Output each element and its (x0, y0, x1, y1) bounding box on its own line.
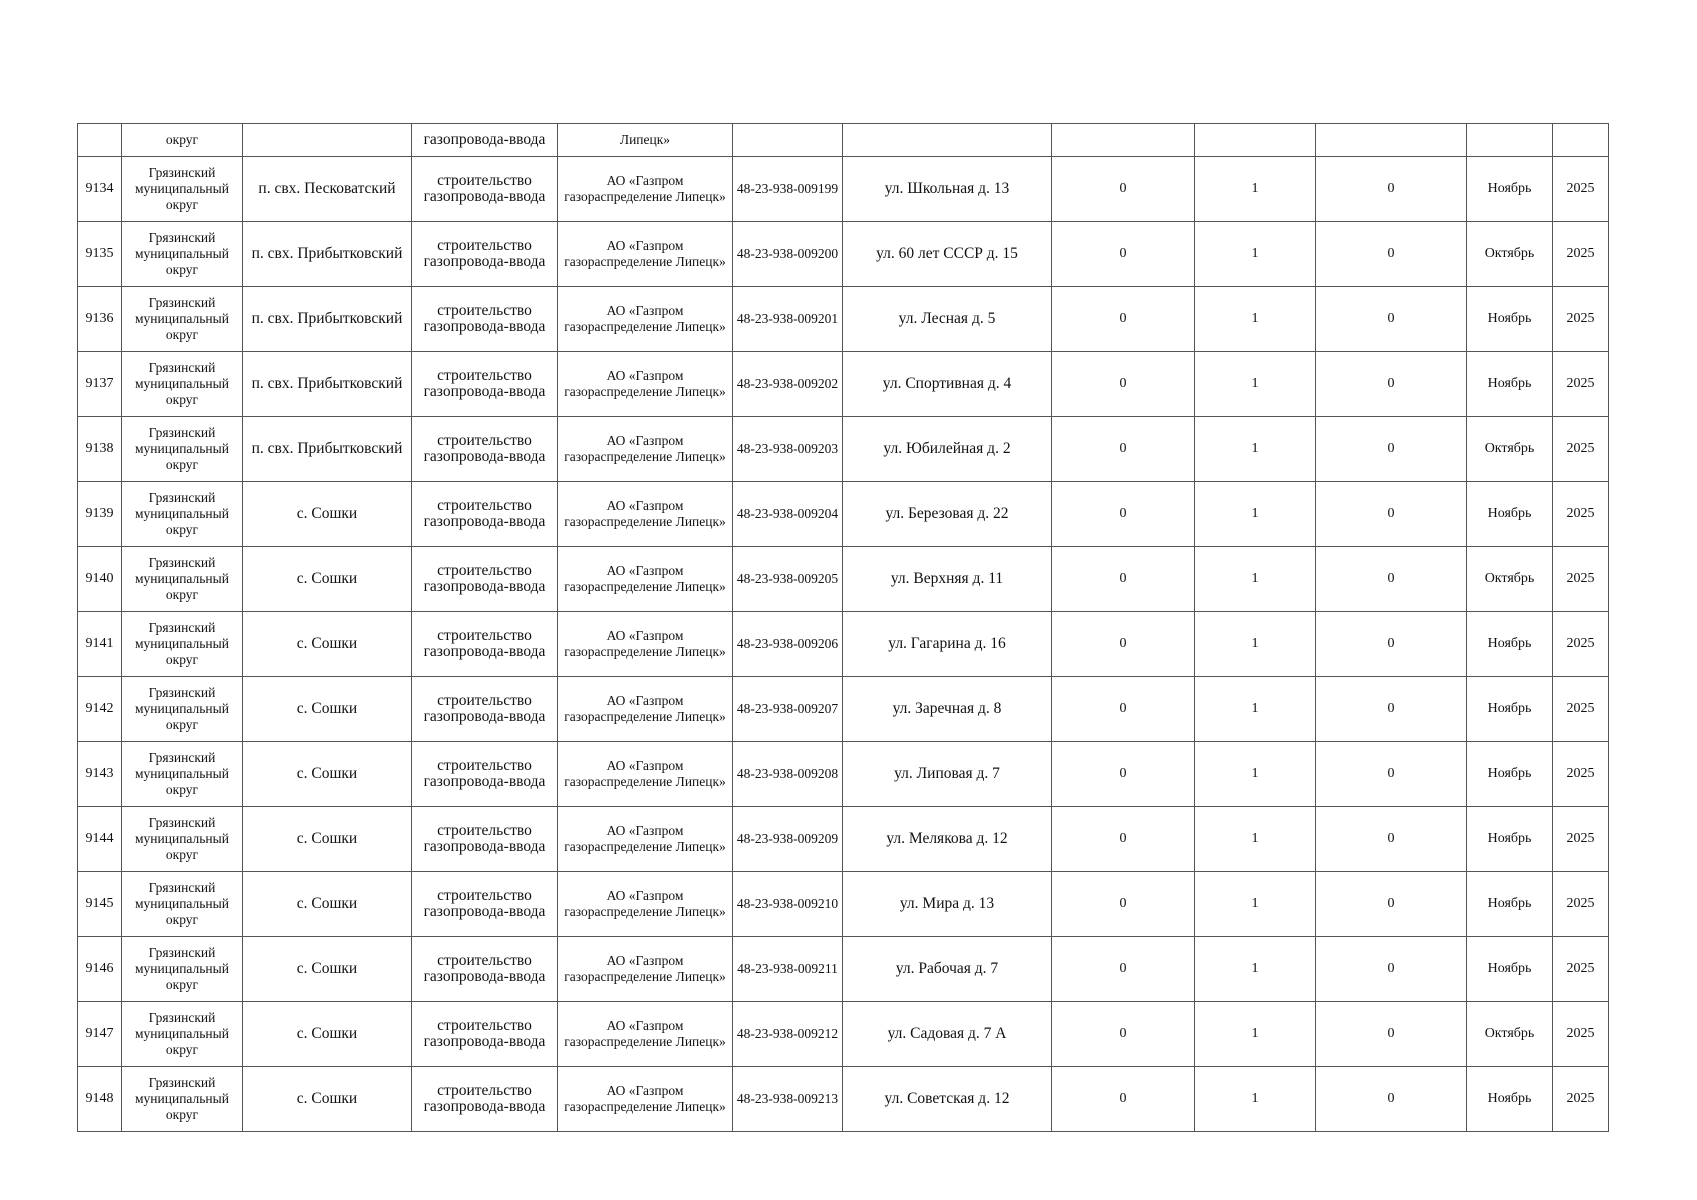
cell-number: 9148 (78, 1067, 122, 1132)
cell-value-2: 1 (1195, 352, 1316, 417)
cell-district: Грязинский муниципальный округ (122, 287, 243, 352)
cell-number: 9147 (78, 1002, 122, 1067)
cell-address: ул. Березовая д. 22 (843, 482, 1052, 547)
cell-address: ул. Школьная д. 13 (843, 157, 1052, 222)
cell-value-3: 0 (1316, 547, 1467, 612)
cell-value-2: 1 (1195, 482, 1316, 547)
cell-address (843, 124, 1052, 157)
cell-code (733, 124, 843, 157)
cell-value-1: 0 (1052, 352, 1195, 417)
cell-locality: с. Сошки (243, 742, 412, 807)
cell-district: округ (122, 124, 243, 157)
cell-address: ул. Мелякова д. 12 (843, 807, 1052, 872)
cell-work-type: строительство газопровода-ввода (412, 157, 558, 222)
cell-locality: с. Сошки (243, 807, 412, 872)
cell-month (1467, 124, 1553, 157)
cell-district: Грязинский муниципальный округ (122, 222, 243, 287)
cell-organization: АО «Газпром газораспределение Липецк» (558, 1067, 733, 1132)
cell-address: ул. Спортивная д. 4 (843, 352, 1052, 417)
cell-locality: с. Сошки (243, 677, 412, 742)
cell-number: 9138 (78, 417, 122, 482)
cell-work-type: строительство газопровода-ввода (412, 417, 558, 482)
cell-code: 48-23-938-009207 (733, 677, 843, 742)
cell-value-1: 0 (1052, 482, 1195, 547)
table-row (78, 807, 1609, 872)
table-row (78, 1002, 1609, 1067)
cell-value-3: 0 (1316, 872, 1467, 937)
cell-number: 9140 (78, 547, 122, 612)
cell-year: 2025 (1553, 157, 1609, 222)
cell-organization: АО «Газпром газораспределение Липецк» (558, 872, 733, 937)
cell-month: Ноябрь (1467, 742, 1553, 807)
cell-value-2 (1195, 124, 1316, 157)
cell-value-3: 0 (1316, 482, 1467, 547)
table-row (78, 742, 1609, 807)
cell-organization: АО «Газпром газораспределение Липецк» (558, 742, 733, 807)
cell-locality: п. свх. Прибытковский (243, 417, 412, 482)
cell-work-type: газопровода-ввода (412, 124, 558, 157)
cell-value-2: 1 (1195, 222, 1316, 287)
cell-locality: с. Сошки (243, 872, 412, 937)
cell-code: 48-23-938-009203 (733, 417, 843, 482)
cell-organization: АО «Газпром газораспределение Липецк» (558, 287, 733, 352)
cell-value-1: 0 (1052, 677, 1195, 742)
cell-number: 9136 (78, 287, 122, 352)
cell-value-1: 0 (1052, 222, 1195, 287)
cell-month: Октябрь (1467, 547, 1553, 612)
cell-organization: АО «Газпром газораспределение Липецк» (558, 157, 733, 222)
cell-code: 48-23-938-009205 (733, 547, 843, 612)
cell-organization: Липецк» (558, 124, 733, 157)
cell-district: Грязинский муниципальный округ (122, 157, 243, 222)
cell-value-2: 1 (1195, 872, 1316, 937)
cell-value-2: 1 (1195, 612, 1316, 677)
cell-locality (243, 124, 412, 157)
cell-work-type: строительство газопровода-ввода (412, 1067, 558, 1132)
cell-value-3: 0 (1316, 157, 1467, 222)
cell-locality: с. Сошки (243, 1067, 412, 1132)
cell-organization: АО «Газпром газораспределение Липецк» (558, 417, 733, 482)
cell-code: 48-23-938-009213 (733, 1067, 843, 1132)
cell-value-2: 1 (1195, 677, 1316, 742)
cell-code: 48-23-938-009210 (733, 872, 843, 937)
cell-value-1: 0 (1052, 937, 1195, 1002)
cell-value-2: 1 (1195, 287, 1316, 352)
cell-year: 2025 (1553, 482, 1609, 547)
cell-code: 48-23-938-009208 (733, 742, 843, 807)
cell-year: 2025 (1553, 547, 1609, 612)
cell-value-1: 0 (1052, 287, 1195, 352)
cell-address: ул. Советская д. 12 (843, 1067, 1052, 1132)
cell-year: 2025 (1553, 417, 1609, 482)
cell-year: 2025 (1553, 1002, 1609, 1067)
cell-number (78, 124, 122, 157)
cell-value-3: 0 (1316, 807, 1467, 872)
cell-year (1553, 124, 1609, 157)
cell-number: 9139 (78, 482, 122, 547)
cell-value-1: 0 (1052, 157, 1195, 222)
cell-value-1: 0 (1052, 612, 1195, 677)
cell-value-2: 1 (1195, 937, 1316, 1002)
cell-month: Ноябрь (1467, 677, 1553, 742)
cell-year: 2025 (1553, 872, 1609, 937)
cell-month: Октябрь (1467, 222, 1553, 287)
cell-value-1: 0 (1052, 1002, 1195, 1067)
cell-code: 48-23-938-009212 (733, 1002, 843, 1067)
cell-month: Ноябрь (1467, 287, 1553, 352)
cell-month: Ноябрь (1467, 482, 1553, 547)
table-row (78, 677, 1609, 742)
cell-value-3: 0 (1316, 1067, 1467, 1132)
cell-value-1: 0 (1052, 1067, 1195, 1132)
cell-organization: АО «Газпром газораспределение Липецк» (558, 937, 733, 1002)
gas-connection-table (77, 123, 1609, 1132)
cell-value-2: 1 (1195, 742, 1316, 807)
cell-year: 2025 (1553, 807, 1609, 872)
cell-month: Ноябрь (1467, 807, 1553, 872)
cell-number: 9142 (78, 677, 122, 742)
cell-work-type: строительство газопровода-ввода (412, 1002, 558, 1067)
cell-number: 9144 (78, 807, 122, 872)
cell-address: ул. Липовая д. 7 (843, 742, 1052, 807)
cell-value-2: 1 (1195, 547, 1316, 612)
cell-value-1: 0 (1052, 742, 1195, 807)
cell-number: 9135 (78, 222, 122, 287)
cell-organization: АО «Газпром газораспределение Липецк» (558, 222, 733, 287)
cell-work-type: строительство газопровода-ввода (412, 937, 558, 1002)
cell-value-3: 0 (1316, 287, 1467, 352)
cell-year: 2025 (1553, 612, 1609, 677)
cell-value-3: 0 (1316, 937, 1467, 1002)
cell-locality: п. свх. Прибытковский (243, 222, 412, 287)
cell-code: 48-23-938-009206 (733, 612, 843, 677)
cell-value-1: 0 (1052, 807, 1195, 872)
table-row (78, 937, 1609, 1002)
cell-month: Ноябрь (1467, 937, 1553, 1002)
cell-district: Грязинский муниципальный округ (122, 1002, 243, 1067)
cell-year: 2025 (1553, 222, 1609, 287)
table-row (78, 872, 1609, 937)
cell-organization: АО «Газпром газораспределение Липецк» (558, 547, 733, 612)
cell-district: Грязинский муниципальный округ (122, 677, 243, 742)
cell-value-3: 0 (1316, 417, 1467, 482)
cell-value-1: 0 (1052, 872, 1195, 937)
cell-locality: с. Сошки (243, 1002, 412, 1067)
cell-organization: АО «Газпром газораспределение Липецк» (558, 352, 733, 417)
cell-work-type: строительство газопровода-ввода (412, 287, 558, 352)
cell-locality: п. свх. Прибытковский (243, 352, 412, 417)
cell-value-1: 0 (1052, 417, 1195, 482)
cell-district: Грязинский муниципальный округ (122, 1067, 243, 1132)
cell-year: 2025 (1553, 742, 1609, 807)
cell-district: Грязинский муниципальный округ (122, 352, 243, 417)
cell-work-type: строительство газопровода-ввода (412, 222, 558, 287)
cell-district: Грязинский муниципальный округ (122, 937, 243, 1002)
cell-locality: с. Сошки (243, 482, 412, 547)
cell-work-type: строительство газопровода-ввода (412, 742, 558, 807)
cell-year: 2025 (1553, 1067, 1609, 1132)
cell-value-3: 0 (1316, 677, 1467, 742)
cell-month: Октябрь (1467, 1002, 1553, 1067)
cell-organization: АО «Газпром газораспределение Липецк» (558, 677, 733, 742)
cell-month: Ноябрь (1467, 1067, 1553, 1132)
table-row (78, 157, 1609, 222)
cell-work-type: строительство газопровода-ввода (412, 547, 558, 612)
table-row (78, 612, 1609, 677)
cell-number: 9137 (78, 352, 122, 417)
cell-address: ул. Рабочая д. 7 (843, 937, 1052, 1002)
cell-value-3: 0 (1316, 742, 1467, 807)
cell-organization: АО «Газпром газораспределение Липецк» (558, 1002, 733, 1067)
cell-work-type: строительство газопровода-ввода (412, 612, 558, 677)
cell-value-3 (1316, 124, 1467, 157)
cell-value-3: 0 (1316, 222, 1467, 287)
cell-value-2: 1 (1195, 1002, 1316, 1067)
cell-district: Грязинский муниципальный округ (122, 417, 243, 482)
table-row (78, 482, 1609, 547)
cell-district: Грязинский муниципальный округ (122, 482, 243, 547)
cell-address: ул. Верхняя д. 11 (843, 547, 1052, 612)
cell-number: 9141 (78, 612, 122, 677)
cell-number: 9145 (78, 872, 122, 937)
cell-value-2: 1 (1195, 157, 1316, 222)
cell-work-type: строительство газопровода-ввода (412, 677, 558, 742)
cell-value-2: 1 (1195, 417, 1316, 482)
cell-work-type: строительство газопровода-ввода (412, 872, 558, 937)
table-row (78, 417, 1609, 482)
cell-code: 48-23-938-009202 (733, 352, 843, 417)
cell-value-3: 0 (1316, 612, 1467, 677)
cell-number: 9134 (78, 157, 122, 222)
cell-address: ул. Гагарина д. 16 (843, 612, 1052, 677)
cell-year: 2025 (1553, 677, 1609, 742)
cell-number: 9143 (78, 742, 122, 807)
cell-district: Грязинский муниципальный округ (122, 612, 243, 677)
cell-code: 48-23-938-009200 (733, 222, 843, 287)
cell-value-3: 0 (1316, 352, 1467, 417)
cell-year: 2025 (1553, 937, 1609, 1002)
table-row (78, 352, 1609, 417)
cell-code: 48-23-938-009204 (733, 482, 843, 547)
cell-locality: с. Сошки (243, 612, 412, 677)
cell-locality: п. свх. Прибытковский (243, 287, 412, 352)
cell-district: Грязинский муниципальный округ (122, 872, 243, 937)
cell-value-2: 1 (1195, 1067, 1316, 1132)
table-row (78, 287, 1609, 352)
cell-value-1 (1052, 124, 1195, 157)
cell-number: 9146 (78, 937, 122, 1002)
cell-district: Грязинский муниципальный округ (122, 547, 243, 612)
cell-value-2: 1 (1195, 807, 1316, 872)
cell-locality: с. Сошки (243, 937, 412, 1002)
cell-address: ул. Заречная д. 8 (843, 677, 1052, 742)
cell-work-type: строительство газопровода-ввода (412, 352, 558, 417)
cell-year: 2025 (1553, 287, 1609, 352)
cell-address: ул. Юбилейная д. 2 (843, 417, 1052, 482)
table-row (78, 222, 1609, 287)
cell-locality: с. Сошки (243, 547, 412, 612)
cell-work-type: строительство газопровода-ввода (412, 807, 558, 872)
cell-code: 48-23-938-009201 (733, 287, 843, 352)
cell-address: ул. 60 лет СССР д. 15 (843, 222, 1052, 287)
cell-month: Ноябрь (1467, 612, 1553, 677)
cell-address: ул. Лесная д. 5 (843, 287, 1052, 352)
cell-organization: АО «Газпром газораспределение Липецк» (558, 482, 733, 547)
cell-code: 48-23-938-009209 (733, 807, 843, 872)
cell-address: ул. Садовая д. 7 А (843, 1002, 1052, 1067)
cell-district: Грязинский муниципальный округ (122, 807, 243, 872)
cell-code: 48-23-938-009211 (733, 937, 843, 1002)
table-row (78, 1067, 1609, 1132)
cell-month: Октябрь (1467, 417, 1553, 482)
cell-address: ул. Мира д. 13 (843, 872, 1052, 937)
table-row-continuation (78, 124, 1609, 157)
cell-organization: АО «Газпром газораспределение Липецк» (558, 807, 733, 872)
cell-month: Ноябрь (1467, 352, 1553, 417)
cell-work-type: строительство газопровода-ввода (412, 482, 558, 547)
cell-month: Ноябрь (1467, 872, 1553, 937)
cell-district: Грязинский муниципальный округ (122, 742, 243, 807)
cell-value-3: 0 (1316, 1002, 1467, 1067)
cell-year: 2025 (1553, 352, 1609, 417)
cell-organization: АО «Газпром газораспределение Липецк» (558, 612, 733, 677)
cell-locality: п. свх. Песковатский (243, 157, 412, 222)
cell-code: 48-23-938-009199 (733, 157, 843, 222)
cell-value-1: 0 (1052, 547, 1195, 612)
table-row (78, 547, 1609, 612)
cell-month: Ноябрь (1467, 157, 1553, 222)
